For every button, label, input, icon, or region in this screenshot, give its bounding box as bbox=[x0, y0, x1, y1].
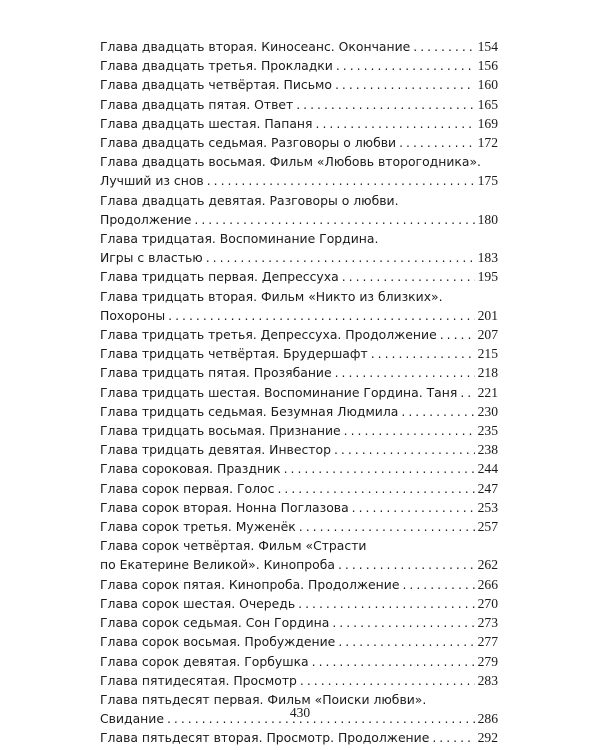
dot-leader bbox=[316, 114, 475, 133]
toc-entry-title: Глава двадцать четвёртая. Письмо bbox=[100, 77, 332, 93]
toc-entry-title: Глава сорок седьмая. Сон Гордина bbox=[100, 615, 330, 631]
toc-entry-page: 154 bbox=[477, 39, 498, 54]
toc-entry-line bbox=[100, 555, 498, 574]
toc-entry-line bbox=[100, 344, 498, 363]
dot-leader bbox=[371, 344, 475, 363]
toc-entry bbox=[100, 575, 498, 594]
toc-entry-title: Лучший из снов bbox=[100, 173, 204, 189]
toc-entry bbox=[100, 133, 498, 152]
toc-entry-title: Глава сорок вторая. Нонна Поглазова bbox=[100, 499, 349, 515]
dot-leader bbox=[298, 594, 474, 613]
toc-entry-title: Глава тридцатая. Воспоминание Гордина. bbox=[100, 231, 379, 247]
toc-entry-title: Глава двадцать третья. Прокладки bbox=[100, 58, 333, 74]
toc-entry bbox=[100, 383, 498, 402]
toc-entry-line bbox=[100, 210, 498, 229]
toc-entry-line bbox=[100, 325, 498, 344]
toc-entry-title: Глава пятьдесят вторая. Просмотр. Продолжение bbox=[100, 730, 430, 746]
toc-entry-line bbox=[100, 383, 498, 402]
toc-entry-title: Глава сорок первая. Голос bbox=[100, 480, 275, 496]
toc-entry-line bbox=[100, 287, 498, 306]
toc-entry-title: Глава сорок шестая. Очередь bbox=[100, 595, 296, 611]
toc-entry-line bbox=[100, 728, 498, 747]
toc-entry-page: 218 bbox=[477, 365, 498, 381]
toc-entry-page: 257 bbox=[477, 519, 498, 535]
toc-entry-page: 277 bbox=[477, 634, 498, 650]
dot-leader bbox=[299, 517, 475, 536]
toc-entry-page: 230 bbox=[477, 403, 498, 419]
dot-leader bbox=[207, 171, 475, 190]
dot-leader bbox=[413, 37, 474, 56]
toc-entry-page: 183 bbox=[477, 250, 498, 266]
toc-entry bbox=[100, 671, 498, 690]
toc-entry-title: Глава двадцать пятая. Ответ bbox=[100, 96, 294, 112]
toc-entry-title: Глава двадцать седьмая. Разговоры о любви bbox=[100, 135, 397, 151]
toc-entry-title: Глава тридцать седьмая. Безумная Людмила bbox=[100, 403, 399, 419]
toc-entry bbox=[100, 191, 498, 229]
table-of-contents bbox=[100, 37, 498, 748]
toc-entry-line bbox=[100, 632, 498, 651]
dot-leader bbox=[460, 383, 474, 402]
dot-leader bbox=[206, 248, 475, 267]
toc-entry bbox=[100, 632, 498, 651]
toc-entry-title: Глава сорок восьмая. Пробуждение bbox=[100, 634, 336, 650]
dot-leader bbox=[335, 75, 475, 94]
toc-entry-page: 215 bbox=[477, 346, 498, 362]
page-number: 430 bbox=[289, 705, 311, 720]
toc-entry-line bbox=[100, 652, 498, 671]
toc-entry-page: 156 bbox=[477, 58, 498, 74]
toc-entry-title: Глава сороковая. Праздник bbox=[100, 461, 281, 477]
toc-entry-line bbox=[100, 671, 498, 690]
toc-entry-line bbox=[100, 479, 498, 498]
dot-leader bbox=[312, 652, 475, 671]
toc-entry bbox=[100, 95, 498, 114]
toc-entry-title: Глава тридцать пятая. Прозябание bbox=[100, 365, 332, 381]
dot-leader bbox=[342, 267, 475, 286]
dot-leader bbox=[332, 613, 474, 632]
toc-entry bbox=[100, 114, 498, 133]
toc-entry-title: Глава тридцать четвёртая. Брудершафт bbox=[100, 346, 368, 362]
toc-entry bbox=[100, 344, 498, 363]
toc-entry-page: 175 bbox=[477, 173, 498, 189]
dot-leader bbox=[399, 133, 475, 152]
toc-entry-page: 221 bbox=[477, 384, 498, 400]
toc-entry-line bbox=[100, 152, 498, 171]
toc-entry-title: по Екатерине Великой». Кинопроба bbox=[100, 557, 335, 573]
toc-entry-page: 165 bbox=[477, 96, 498, 112]
toc-entry bbox=[100, 287, 498, 325]
toc-entry bbox=[100, 152, 498, 190]
dot-leader bbox=[440, 325, 475, 344]
toc-entry-line bbox=[100, 133, 498, 152]
toc-entry bbox=[100, 325, 498, 344]
toc-entry bbox=[100, 363, 498, 382]
toc-entry bbox=[100, 440, 498, 459]
toc-entry-line bbox=[100, 575, 498, 594]
toc-entry-title: Глава сорок третья. Муженёк bbox=[100, 519, 296, 535]
toc-entry-title: Глава двадцать восьмая. Фильм «Любовь второгодника». bbox=[100, 154, 481, 170]
toc-entry-page: 172 bbox=[477, 135, 498, 151]
toc-entry-line bbox=[100, 459, 498, 478]
toc-entry-page: 169 bbox=[477, 115, 498, 131]
toc-entry bbox=[100, 37, 498, 56]
toc-entry bbox=[100, 728, 498, 747]
toc-entry-title: Глава пятидесятая. Просмотр bbox=[100, 672, 297, 688]
toc-entry-page: 244 bbox=[477, 461, 498, 477]
toc-entry-line bbox=[100, 75, 498, 94]
toc-entry-title: Глава двадцать вторая. Киносеанс. Окончание bbox=[100, 39, 411, 54]
dot-leader bbox=[338, 555, 475, 574]
toc-entry-line bbox=[100, 498, 498, 517]
toc-entry bbox=[100, 652, 498, 671]
dot-leader bbox=[401, 402, 474, 421]
toc-entry bbox=[100, 402, 498, 421]
toc-entry-title: Продолжение bbox=[100, 211, 192, 227]
dot-leader bbox=[335, 363, 475, 382]
toc-entry-page: 253 bbox=[477, 499, 498, 515]
dot-leader bbox=[284, 459, 475, 478]
toc-entry-page: 235 bbox=[477, 423, 498, 439]
toc-entry-page: 207 bbox=[477, 327, 498, 343]
dot-leader bbox=[402, 575, 474, 594]
toc-entry-title: Глава тридцать вторая. Фильм «Никто из близких». bbox=[100, 288, 443, 304]
toc-entry-title: Похороны bbox=[100, 307, 166, 323]
toc-entry-title: Глава двадцать девятая. Разговоры о любви. bbox=[100, 192, 399, 208]
toc-entry bbox=[100, 498, 498, 517]
toc-entry-line bbox=[100, 229, 498, 248]
toc-entry bbox=[100, 479, 498, 498]
dot-leader bbox=[352, 498, 475, 517]
toc-entry bbox=[100, 459, 498, 478]
toc-entry bbox=[100, 267, 498, 286]
toc-entry-line bbox=[100, 613, 498, 632]
toc-entry bbox=[100, 536, 498, 574]
toc-entry-line bbox=[100, 267, 498, 286]
toc-entry-line bbox=[100, 248, 498, 267]
toc-entry-title: Глава двадцать шестая. Папаня bbox=[100, 115, 313, 131]
toc-entry-line bbox=[100, 594, 498, 613]
toc-entry-page: 180 bbox=[477, 211, 498, 227]
toc-entry-page: 195 bbox=[477, 269, 498, 285]
toc-entry-line bbox=[100, 37, 498, 56]
toc-entry bbox=[100, 517, 498, 536]
dot-leader bbox=[277, 479, 474, 498]
toc-entry-page: 273 bbox=[477, 615, 498, 631]
toc-entry bbox=[100, 75, 498, 94]
toc-entry-page: 292 bbox=[477, 730, 498, 746]
toc-entry-line bbox=[100, 402, 498, 421]
toc-entry-line bbox=[100, 363, 498, 382]
toc-entry-title: Глава сорок четвёртая. Фильм «Страсти bbox=[100, 538, 367, 554]
toc-entry-line bbox=[100, 56, 498, 75]
dot-leader bbox=[432, 728, 474, 747]
toc-entry-line bbox=[100, 517, 498, 536]
toc-entry-page: 247 bbox=[477, 480, 498, 496]
toc-entry-title: Глава сорок пятая. Кинопроба. Продолжение bbox=[100, 576, 400, 592]
toc-entry-page: 238 bbox=[477, 442, 498, 458]
dot-leader bbox=[344, 421, 475, 440]
toc-entry-page: 283 bbox=[477, 672, 498, 688]
toc-entry-page: 286 bbox=[477, 711, 498, 727]
toc-entry bbox=[100, 229, 498, 267]
dot-leader bbox=[194, 210, 474, 229]
toc-entry-page: 270 bbox=[477, 595, 498, 611]
toc-entry-line bbox=[100, 191, 498, 210]
toc-entry bbox=[100, 56, 498, 75]
toc-entry-title: Глава сорок девятая. Горбушка bbox=[100, 653, 309, 669]
toc-entry-title: Глава тридцать первая. Депрессуха bbox=[100, 269, 339, 285]
dot-leader bbox=[336, 56, 475, 75]
toc-entry-line bbox=[100, 421, 498, 440]
dot-leader bbox=[296, 95, 474, 114]
toc-entry-title: Глава тридцать девятая. Инвестор bbox=[100, 442, 331, 458]
toc-entry bbox=[100, 613, 498, 632]
toc-entry-line bbox=[100, 440, 498, 459]
toc-entry-page: 160 bbox=[477, 77, 498, 93]
toc-entry-page: 279 bbox=[477, 653, 498, 669]
toc-entry-page: 201 bbox=[477, 307, 498, 323]
toc-entry bbox=[100, 594, 498, 613]
dot-leader bbox=[168, 306, 474, 325]
toc-entry-title: Свидание bbox=[100, 711, 164, 727]
toc-entry-page: 262 bbox=[477, 557, 498, 573]
toc-entry-line bbox=[100, 171, 498, 190]
toc-entry-line bbox=[100, 114, 498, 133]
dot-leader bbox=[334, 440, 475, 459]
toc-entry-title: Глава тридцать восьмая. Признание bbox=[100, 423, 341, 439]
toc-entry-line bbox=[100, 306, 498, 325]
toc-entry-line bbox=[100, 95, 498, 114]
toc-entry-line bbox=[100, 536, 498, 555]
toc-entry-title: Глава пятьдесят первая. Фильм «Поиски любви». bbox=[100, 691, 427, 707]
toc-entry-page: 266 bbox=[477, 576, 498, 592]
dot-leader bbox=[338, 632, 474, 651]
toc-entry-title: Глава тридцать шестая. Воспоминание Гордина. Таня bbox=[100, 384, 458, 400]
dot-leader bbox=[300, 671, 475, 690]
toc-entry-title: Глава тридцать третья. Депрессуха. Продолжение bbox=[100, 327, 437, 343]
toc-entry-title: Игры с властью bbox=[100, 250, 203, 266]
toc-entry bbox=[100, 421, 498, 440]
